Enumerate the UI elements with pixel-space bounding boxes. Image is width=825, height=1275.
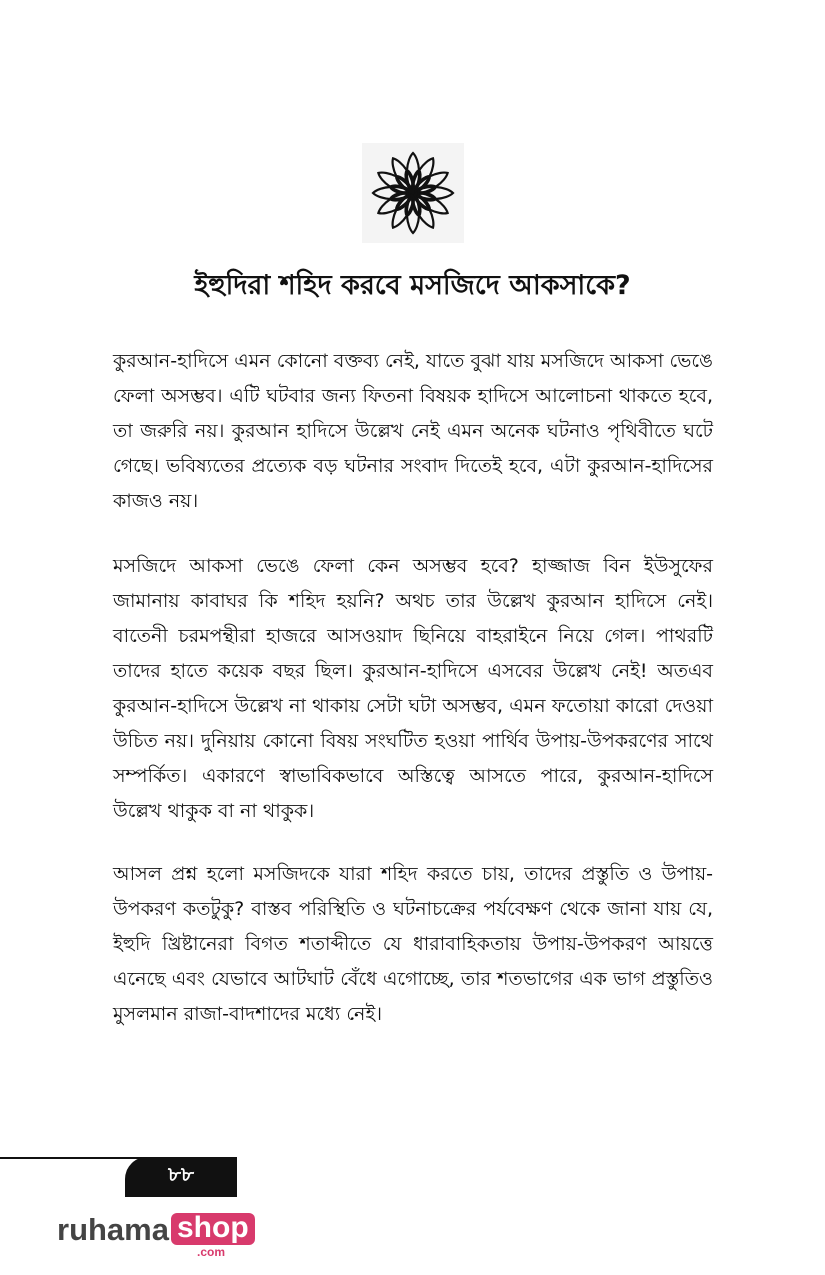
logo-text-ruhama: ruhama (57, 1212, 169, 1247)
page-number-tab (0, 1157, 237, 1197)
chapter-title: ইহুদিরা শহিদ করবে মসজিদে আকসাকে? (194, 270, 631, 301)
body-paragraph-1: কুরআন-হাদিসে এমন কোনো বক্তব্য নেই, যাতে বুঝা যায় মসজিদে আকসা ভেঙে ফেলা অসম্ভব। এটি ঘটবার জন্য ফিতনা বিষয়ক হাদিসে আলোচনা থাকতে হবে, তা জরুরি নয়। কুরআন হাদিসে উল্লেখ নেই এমন অনেক ঘটনাও পৃথিবীতে ঘটে গেছে। ভবিষ্যতের প্রত্যেক বড় ঘটনার সংবাদ দিতেই হবে, এটা কুরআন-হাদিসের কাজও নয়। (113, 350, 713, 512)
lotus-flower-icon (362, 143, 464, 243)
ruhamashop-logo (57, 1211, 249, 1263)
logo-text-domain: .com (197, 1245, 226, 1259)
body-paragraph-2: মসজিদে আকসা ভেঙে ফেলা কেন অসম্ভব হবে? হাজ্জাজ বিন ইউসুফের জামানায় কাবাঘর কি শহিদ হয়নি? অথচ তার উল্লেখ কুরআন হাদিসে নেই। বাতেনী চরমপন্থীরা হাজরে আসওয়াদ ছিনিয়ে বাহরাইনে নিয়ে গেল। পাথরটি তাদের হাতে কয়েক বছর ছিল। কুরআন-হাদিসে এসবের উল্লেখ নেই! অতএব কুরআন-হাদিসে উল্লেখ না থাকায় সেটা ঘটা অসম্ভব, এমন ফতোয়া কারো দেওয়া উচিত নয়। দুনিয়ায় কোনো বিষয় সংঘটিত হওয়া পার্থিব উপায়-উপকরণের সাথে সম্পর্কিত। একারণে স্বাভাবিকভাবে অস্তিত্বে আসতে পারে, কুরআন-হাদিসে উল্লেখ থাকুক বা না থাকুক। (113, 555, 713, 822)
page-number: ৮৮ (168, 1162, 194, 1186)
logo-text-shop: shop (171, 1213, 255, 1245)
ornament-graphic (362, 143, 464, 243)
body-paragraph-3: আসল প্রশ্ন হলো মসজিদকে যারা শহিদ করতে চায়, তাদের প্রস্তুতি ও উপায়-উপকরণ কতটুকু? বাস্তব পরিস্থিতি ও ঘটনাচক্রের পর্যবেক্ষণ থেকে জানা যায় যে, ইহুদি খ্রিষ্টানেরা বিগত শতাব্দীতে যে ধারাবাহিকতায় উপায়-উপকরণ আয়ত্তে এনেছে এবং যেভাবে আটঘাট বেঁধে এগোচ্ছে, তার শতভাগের এক ভাগ প্রস্তুতিও মুসলমান রাজা-বাদশাদের মধ্যে নেই। (113, 863, 713, 1025)
